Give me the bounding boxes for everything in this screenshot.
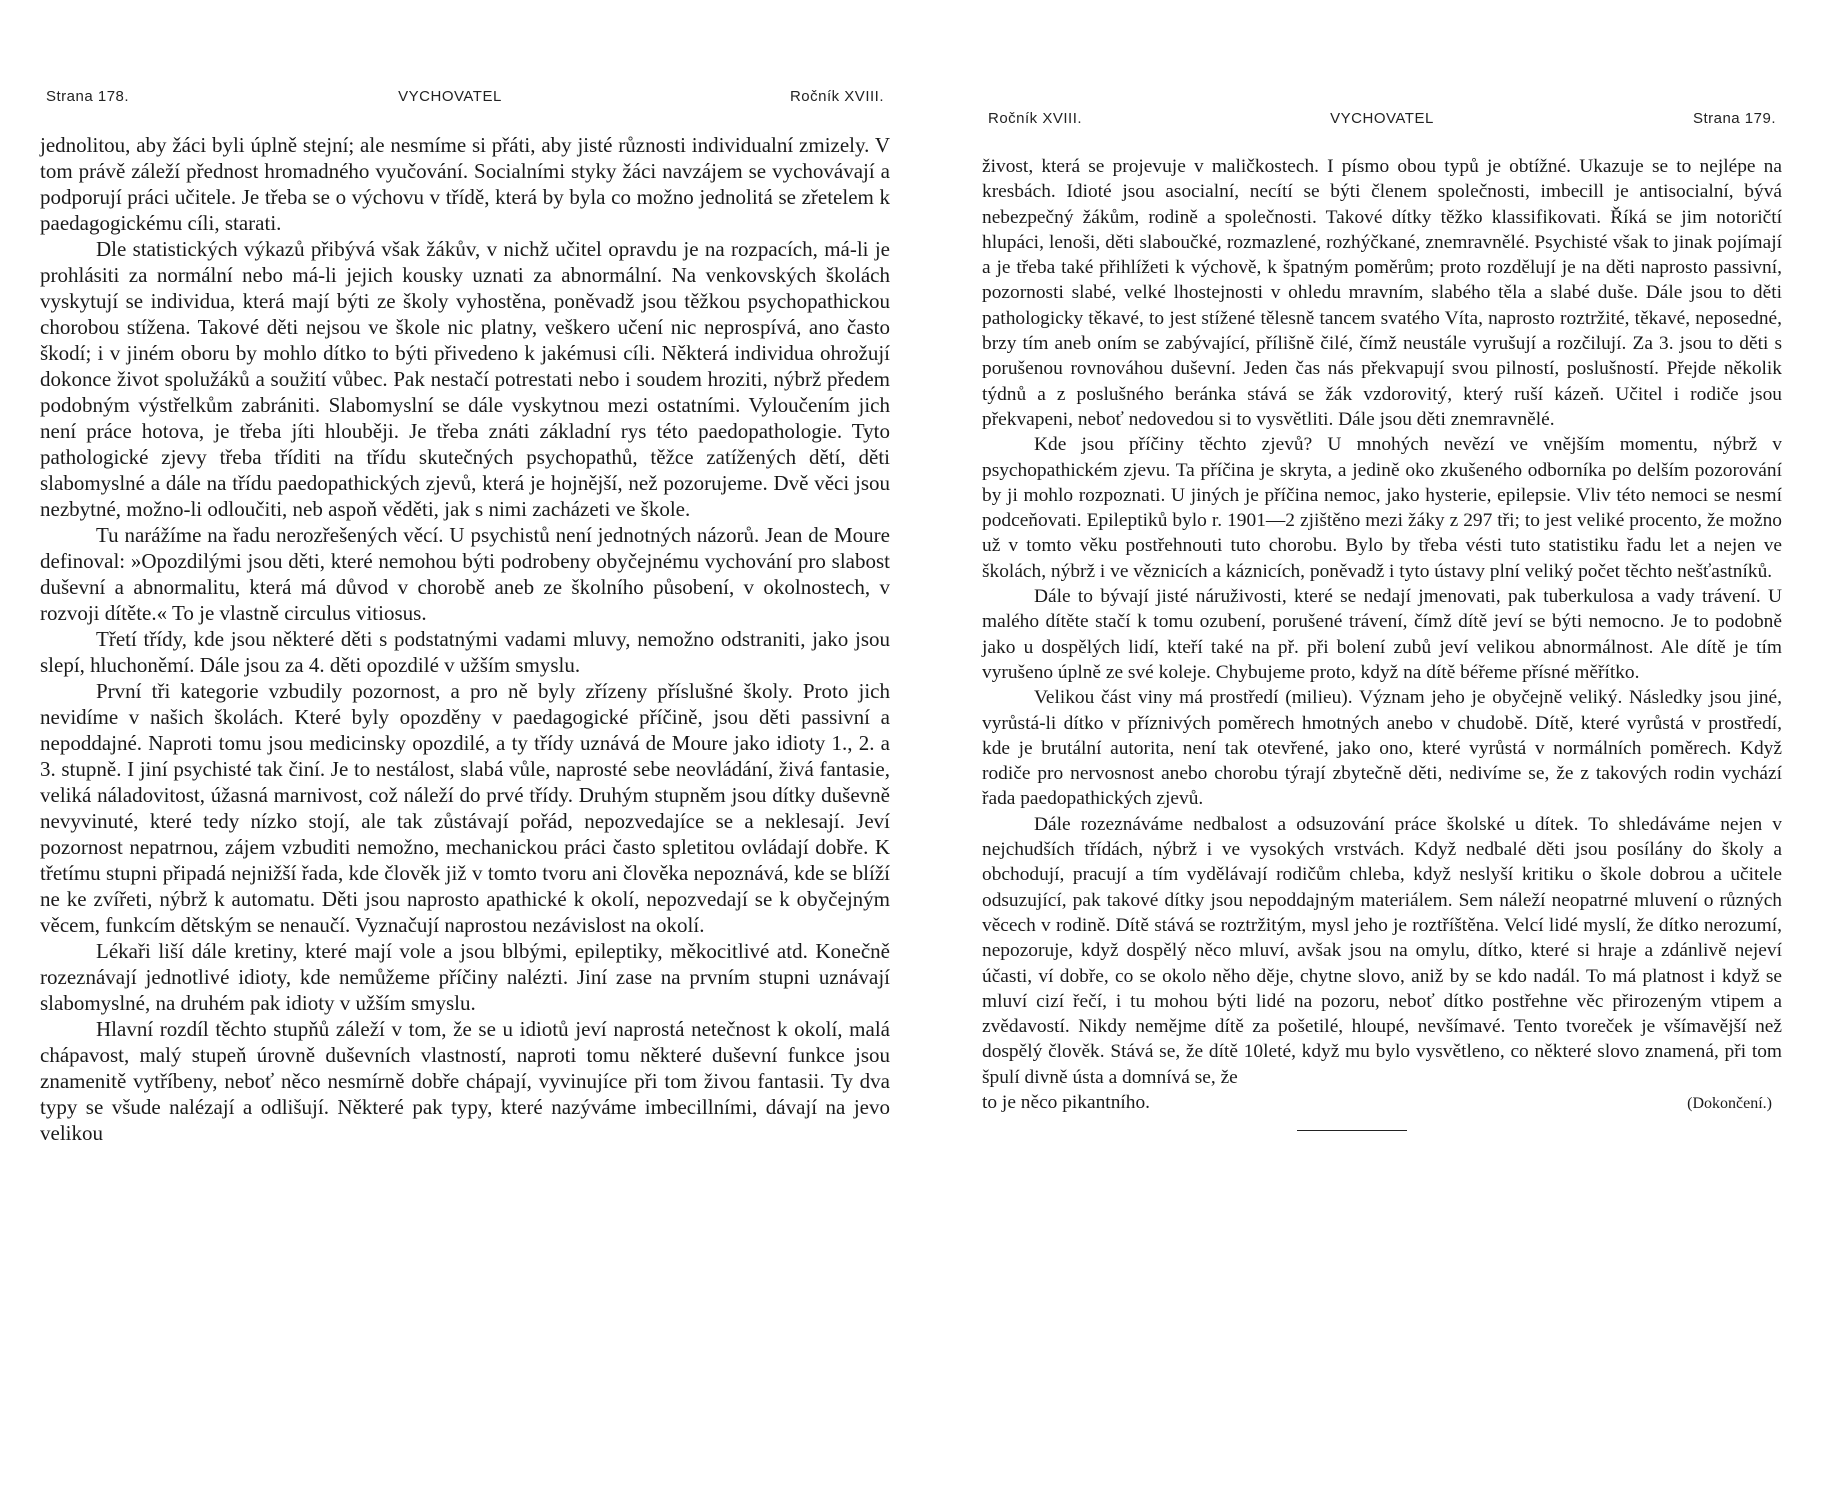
left-paragraph-3: Tu narážíme na řadu nerozřešených věcí. U psychistů není jednotných názorů. Jean de Moure definoval: »Opozdilými jsou děti, které nemohou býti podrobeny obyčejnému vychování pro slabost duševní a abnormalitu, která má důvod v chorobě aneb ze školního působení, v okolnostech, v rozvoji dítěte.« To je vlastně circulus vitiosus.: [40, 523, 890, 625]
left-body-text: [40, 132, 890, 1146]
right-paragraph-5: Dále rozeznáváme nedbalost a odsuzování práce školské u dítek. To shledáváme nejen v nejchudších třídách, nýbrž i ve vysokých vrstvách. Když nedbalé děti jsou posílány do školy a obchodují, pracují a tím vydělávají rodičům chleba, když neslyší kritiku o škole dobrou a učitele odsuzující, pak takové dítky jsou nepoddajným materiálem. Sem náleží neopatrné mluvení o různých věcech v rodině. Dítě stává se roztržitým, mysl jeho je roztříštěna. Velcí lidé myslí, že dítko nerozumí, nepozoruje, když dospělý něco mluví, avšak jsou na omylu, dítko, které si hraje a zdánlivě nejeví účasti, ví dobře, co se okolo něho děje, chytne slovo, aniž by se kdo nadál. To má platnost i když se mluví cizí řečí, i tu mohou býti lidé na pozoru, neboť dítko postřehne věc přirozeným vtipem a zvědavostí. Nikdy nemějme dítě za pošetilé, hloupé, nevšímavé. Tento tvoreček je všímavější než dospělý člověk. Stává se, že dítě 10leté, když mu bylo vysvětleno, co některé slovo znamená, při tom špulí divně ústa a domnívá se, že: [982, 813, 1782, 1088]
right-volume: Ročník XVIII.: [988, 110, 1083, 127]
to-be-concluded-note: (Dokončení.): [1687, 1094, 1772, 1112]
left-paragraph-6: Lékaři liší dále kretiny, které mají vole a jsou blbými, epileptiky, měkocitlivé atd. Konečně rozeznávají jednotlivé idioty, kde nemůžeme příčiny nalézti. Jiní zase na prvním stupni uznávají slabomyslné, na druhém pak idioty v užším smyslu.: [40, 939, 890, 1015]
right-paragraph-1: živost, která se projevuje v maličkostech. I písmo obou typů je obtížné. Ukazuje se to nejlépe na kresbách. Idioté jsou asocialní, necítí se býti členem společnosti, imbecill je antisocialní, bývá nebezpečný žákům, rodině a společnosti. Takové dítky těžko klassifikovati. Říká se jim notoričtí hlupáci, lenoši, děti slaboučké, rozmazlené, rozhýčkané, znemravnělé. Psychisté však to jinak pojímají a je třeba také přihlížeti k výchově, k špatným poměrům; proto rozdělují je na děti naprosto passivní, pozornosti slabé, velké lhostejnosti v ohledu mravním, slabého těla a slabé duše. Dále jsou to děti pathologicky těkavé, to jest stížené tělesně tancem svatého Víta, naprosto roztržité, těkavé, neposedné, brzy tím aneb oním se zabývající, přílišně čilé, čímž neustále vyrušují a rozčilují. Za 3. jsou to děti s porušenou rovnováhou duševní. Jeden čas nás překvapují svou pilností, poslušností. Přejde několik týdnů a z poslušného beránka stává se žák vzdorovitý, který ruší kázeň. Učitel i rodiče jsou překvapeni, neboť nedovedou si to vysvětliti. Dále jsou děti znemravnělé.: [982, 156, 1782, 430]
right-body-text: [982, 154, 1782, 1131]
left-paragraph-2: Dle statistických výkazů přibývá však žákův, v nichž učitel opravdu je na rozpacích, má-li je prohlásiti za normální nebo má-li jejich kousky uznati za abnormální. Na venkovských školách vyskytují se individua, která mají býti ze školy vyhostěna, poněvadž jsou těžkou psychopathickou chorobou stížena. Takové děti nejsou ve škole nic platny, veškero učení nic neprospívá, ano často škodí; i v jiném oboru by mohlo dítko to býti přivedeno k jakémusi cíli. Některá individua ohrožují dokonce život spolužáků a soužití vůbec. Pak nestačí potrestati nebo i soudem hroziti, nýbrž předem podobným výstřelkům zabrániti. Slabomyslní se dále vyskytnou mezi ostatními. Vyloučením jich není práce hotova, je třeba jíti hlouběji. Je třeba znáti základní rys této paedopathologie. Tyto pathologické zjevy třeba tříditi na třídu skutečných psychopathů, těžce zatížených dětí, děti slabomyslné a dále na třídu paedopathických zjevů, která je hojnější, než pozorujeme. Dvě věci jsou nezbytné, možno-li odloučiti, neb aspoň věděti, jak s nimi zacházeti ve škole.: [40, 237, 890, 521]
closing-line-text: to je něco pikantního.: [982, 1091, 1151, 1113]
right-paragraph-4: Velikou část viny má prostředí (milieu). Význam jeho je obyčejně veliký. Následky jsou jiné, vyrůstá-li dítko v příznivých poměrech hmotných anebo v chudobě. Dítě, které vyrůstá v prostředí, kde je brutální autorita, není tak otevřené, jako ono, které vyrůstá v normálních poměrech. Když rodiče pro nervosnost anebo chorobu týrají zbytečně děti, nedivíme se, že z takových rodin vychází řada paedopathických zjevů.: [982, 687, 1782, 810]
left-paragraph-4: Třetí třídy, kde jsou některé děti s podstatnými vadami mluvy, nemožno odstraniti, jako jsou slepí, hluchoněmí. Dále jsou za 4. děti opozdilé v užším smyslu.: [40, 627, 890, 677]
left-paragraph-1: jednolitou, aby žáci byli úplně stejní; ale nesmíme si přáti, aby jisté různosti individualní zmizely. V tom právě záleží přednost hromadného vyučování. Socialními styky žáci navzájem se vychovávají a podporují práci učitele. Je třeba se o výchovu v třídě, která by byla co možno jednolitá se zřetelem k paedagogickému cíli, starati.: [40, 133, 890, 235]
right-running-head: [982, 110, 1782, 134]
right-paragraph-2: Kde jsou příčiny těchto zjevů? U mnohých nevězí ve vnějším momentu, nýbrž v psychopathickém zjevu. Ta příčina je skryta, a jedině oko zkušeného odborníka po delším pozorování by ji mohlo rozpoznati. U jiných je příčina nemoc, jako hysterie, epilepsie. Vliv této nemoci se nesmí podceňovati. Epileptiků bylo r. 1901—2 zjištěno mezi žáky z 297 tři; to jest veliké procento, že možno už v tomto věku postřehnouti tuto chorobu. Bylo by třeba vésti tuto statistiku řadu let a nejen ve školách, nýbrž i ve věznicích a káznicích, poněvadž i tyto ústavy plní veliký počet těchto nešťastníků.: [982, 434, 1782, 582]
left-page-number: Strana 178.: [46, 88, 130, 105]
left-page: [40, 88, 890, 1146]
right-journal-title: VYCHOVATEL: [1330, 110, 1434, 127]
right-page-number: Strana 179.: [1692, 110, 1776, 127]
closing-rule: [1297, 1130, 1407, 1131]
left-paragraph-7: Hlavní rozdíl těchto stupňů záleží v tom, že se u idiotů jeví naprostá netečnost k okolí, malá chápavost, malý stupeň úrovně duševních vlastností, naproti tomu některé duševní funkce jsou znamenitě vytříbeny, neboť něco nesmírně dobře chápají, vyvinujíce při tom živou fantasii. Ty dva typy se všude nalézají a odlišují. Některé pak typy, které nazýváme imbecillními, dávají na jevo velikou: [40, 1017, 890, 1145]
right-paragraph-3: Dále to bývají jisté náruživosti, které se nedají jmenovati, pak tuberkulosa a vady trávení. U malého dítěte stačí k tomu ozubení, porušené trávení, čímž dítě jeví se býti nemocno. Je to podobně jako u dospělých lidí, kteří také na př. při bolení zubů jeví velikou abnormálnost. Ale dítě je tím vyrušeno úplně ze své koleje. Chybujeme proto, když na dítě béřeme přísné měřítko.: [982, 586, 1782, 683]
left-running-head: [40, 88, 890, 112]
closing-line: [982, 1090, 1782, 1116]
right-page: [982, 110, 1782, 1131]
left-volume: Ročník XVIII.: [789, 88, 884, 105]
left-paragraph-5: První tři kategorie vzbudily pozornost, a pro ně byly zřízeny příslušné školy. Proto jich nevidíme v našich školách. Které byly opozděny v paedagogické příčině, jsou děti passivní a nepoddajné. Naproti tomu jsou medicinsky opozdilé, a ty třídy uznává de Moure jako idioty 1., 2. a 3. stupně. I jiní psychisté tak činí. Je to nestálost, slabá vůle, naprosté sebe neovládání, živá fantasie, veliká náladovitost, úžasná marnivost, což náleží do prvé třídy. Druhým stupněm jsou dítky duševně nevyvinuté, které tedy nízko stojí, ale tak zůstávají pořád, nepozvedajíce se a neklesají. Jeví pozornost nepatrnou, zájem vzbuditi nemožno, mechanickou práci často spletitou ovládají dobře. K třetímu stupni připadá nejnižší řada, kde člověk již v tomto tvoru ani člověka nepoznává, kde se blíží ne ke zvířeti, nýbrž k automatu. Děti jsou naprosto apathické k okolí, nepozvedají se k obyčejným věcem, funkcím dětským se nenaučí. Vyznačují naprostou nezávislost na okolí.: [40, 679, 890, 937]
left-journal-title: VYCHOVATEL: [398, 88, 502, 105]
